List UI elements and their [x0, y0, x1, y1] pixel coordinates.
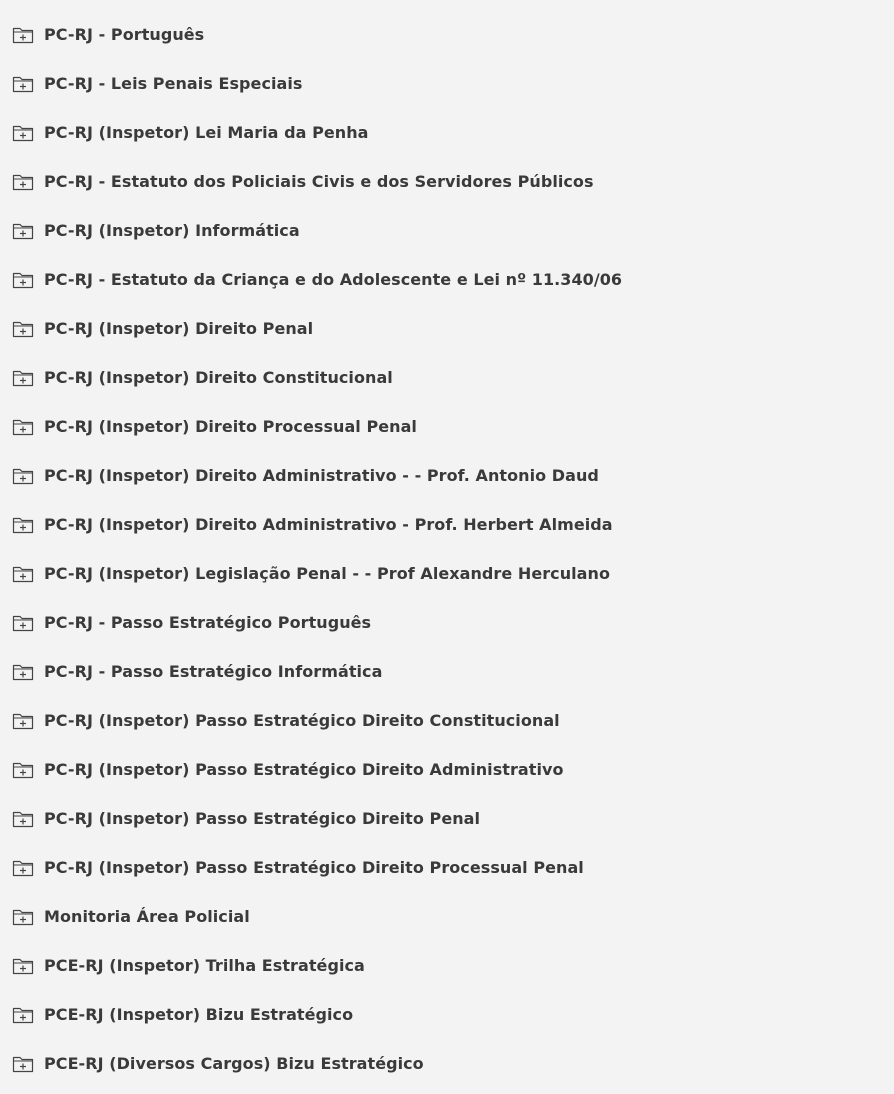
- folder-item[interactable]: [0, 892, 894, 941]
- folder-item[interactable]: [0, 500, 894, 549]
- folder-plus-icon[interactable]: [12, 908, 34, 926]
- folder-item-label: PC-RJ - Passo Estratégico Português: [44, 613, 372, 632]
- folder-item[interactable]: [0, 59, 894, 108]
- folder-item[interactable]: [0, 255, 894, 304]
- folder-item-label: PC-RJ - Estatuto dos Policiais Civis e dos Servidores Públicos: [44, 172, 594, 191]
- folder-item[interactable]: [0, 696, 894, 745]
- folder-item[interactable]: [0, 990, 894, 1039]
- folder-plus-icon[interactable]: [12, 565, 34, 583]
- folder-plus-icon[interactable]: [12, 173, 34, 191]
- folder-item-label: PC-RJ - Português: [44, 25, 205, 44]
- folder-item-label: PC-RJ (Inspetor) Informática: [44, 221, 300, 240]
- folder-item[interactable]: [0, 108, 894, 157]
- folder-plus-icon[interactable]: [12, 712, 34, 730]
- folder-plus-icon[interactable]: [12, 418, 34, 436]
- folder-item-label: PCE-RJ (Diversos Cargos) Bizu Estratégico: [44, 1054, 424, 1073]
- folder-plus-icon[interactable]: [12, 1055, 34, 1073]
- folder-item[interactable]: [0, 304, 894, 353]
- folder-item-label: PC-RJ (Inspetor) Passo Estratégico Direito Processual Penal: [44, 858, 584, 877]
- folder-plus-icon[interactable]: [12, 761, 34, 779]
- folder-item-label: PC-RJ (Inspetor) Direito Penal: [44, 319, 314, 338]
- folder-item-label: PC-RJ - Leis Penais Especiais: [44, 74, 303, 93]
- folder-item[interactable]: [0, 1039, 894, 1088]
- folder-plus-icon[interactable]: [12, 663, 34, 681]
- folder-item[interactable]: [0, 843, 894, 892]
- folder-item[interactable]: [0, 206, 894, 255]
- folder-item[interactable]: [0, 353, 894, 402]
- folder-item[interactable]: [0, 157, 894, 206]
- folder-plus-icon[interactable]: [12, 26, 34, 44]
- folder-item-label: PC-RJ (Inspetor) Passo Estratégico Direito Constitucional: [44, 711, 560, 730]
- folder-plus-icon[interactable]: [12, 271, 34, 289]
- folder-item[interactable]: [0, 598, 894, 647]
- folder-item-label: PC-RJ (Inspetor) Direito Constitucional: [44, 368, 393, 387]
- folder-item-label: PC-RJ - Estatuto da Criança e do Adolescente e Lei nº 11.340/06: [44, 270, 623, 289]
- folder-item-label: Monitoria Área Policial: [44, 907, 250, 926]
- folder-item[interactable]: [0, 402, 894, 451]
- folder-item-label: PCE-RJ (Inspetor) Trilha Estratégica: [44, 956, 365, 975]
- folder-plus-icon[interactable]: [12, 467, 34, 485]
- folder-plus-icon[interactable]: [12, 859, 34, 877]
- folder-plus-icon[interactable]: [12, 957, 34, 975]
- folder-item-label: PC-RJ (Inspetor) Direito Administrativo - Prof. Herbert Almeida: [44, 515, 613, 534]
- folder-item[interactable]: [0, 745, 894, 794]
- folder-plus-icon[interactable]: [12, 810, 34, 828]
- folder-item-label: PCE-RJ (Inspetor) Bizu Estratégico: [44, 1005, 354, 1024]
- folder-item[interactable]: [0, 451, 894, 500]
- folder-item-label: PC-RJ - Passo Estratégico Informática: [44, 662, 383, 681]
- folder-plus-icon[interactable]: [12, 222, 34, 240]
- folder-item[interactable]: [0, 941, 894, 990]
- folder-item[interactable]: [0, 647, 894, 696]
- folder-list: [0, 10, 894, 1088]
- folder-item-label: PC-RJ (Inspetor) Passo Estratégico Direito Administrativo: [44, 760, 564, 779]
- folder-item-label: PC-RJ (Inspetor) Lei Maria da Penha: [44, 123, 369, 142]
- folder-plus-icon[interactable]: [12, 124, 34, 142]
- folder-item-label: PC-RJ (Inspetor) Passo Estratégico Direito Penal: [44, 809, 481, 828]
- folder-item[interactable]: [0, 549, 894, 598]
- folder-plus-icon[interactable]: [12, 320, 34, 338]
- folder-item-label: PC-RJ (Inspetor) Legislação Penal - - Prof Alexandre Herculano: [44, 564, 610, 583]
- folder-item-label: PC-RJ (Inspetor) Direito Processual Penal: [44, 417, 417, 436]
- folder-item-label: PC-RJ (Inspetor) Direito Administrativo - - Prof. Antonio Daud: [44, 466, 599, 485]
- folder-plus-icon[interactable]: [12, 614, 34, 632]
- folder-plus-icon[interactable]: [12, 1006, 34, 1024]
- folder-item[interactable]: [0, 794, 894, 843]
- folder-plus-icon[interactable]: [12, 75, 34, 93]
- folder-item[interactable]: [0, 10, 894, 59]
- folder-plus-icon[interactable]: [12, 369, 34, 387]
- folder-plus-icon[interactable]: [12, 516, 34, 534]
